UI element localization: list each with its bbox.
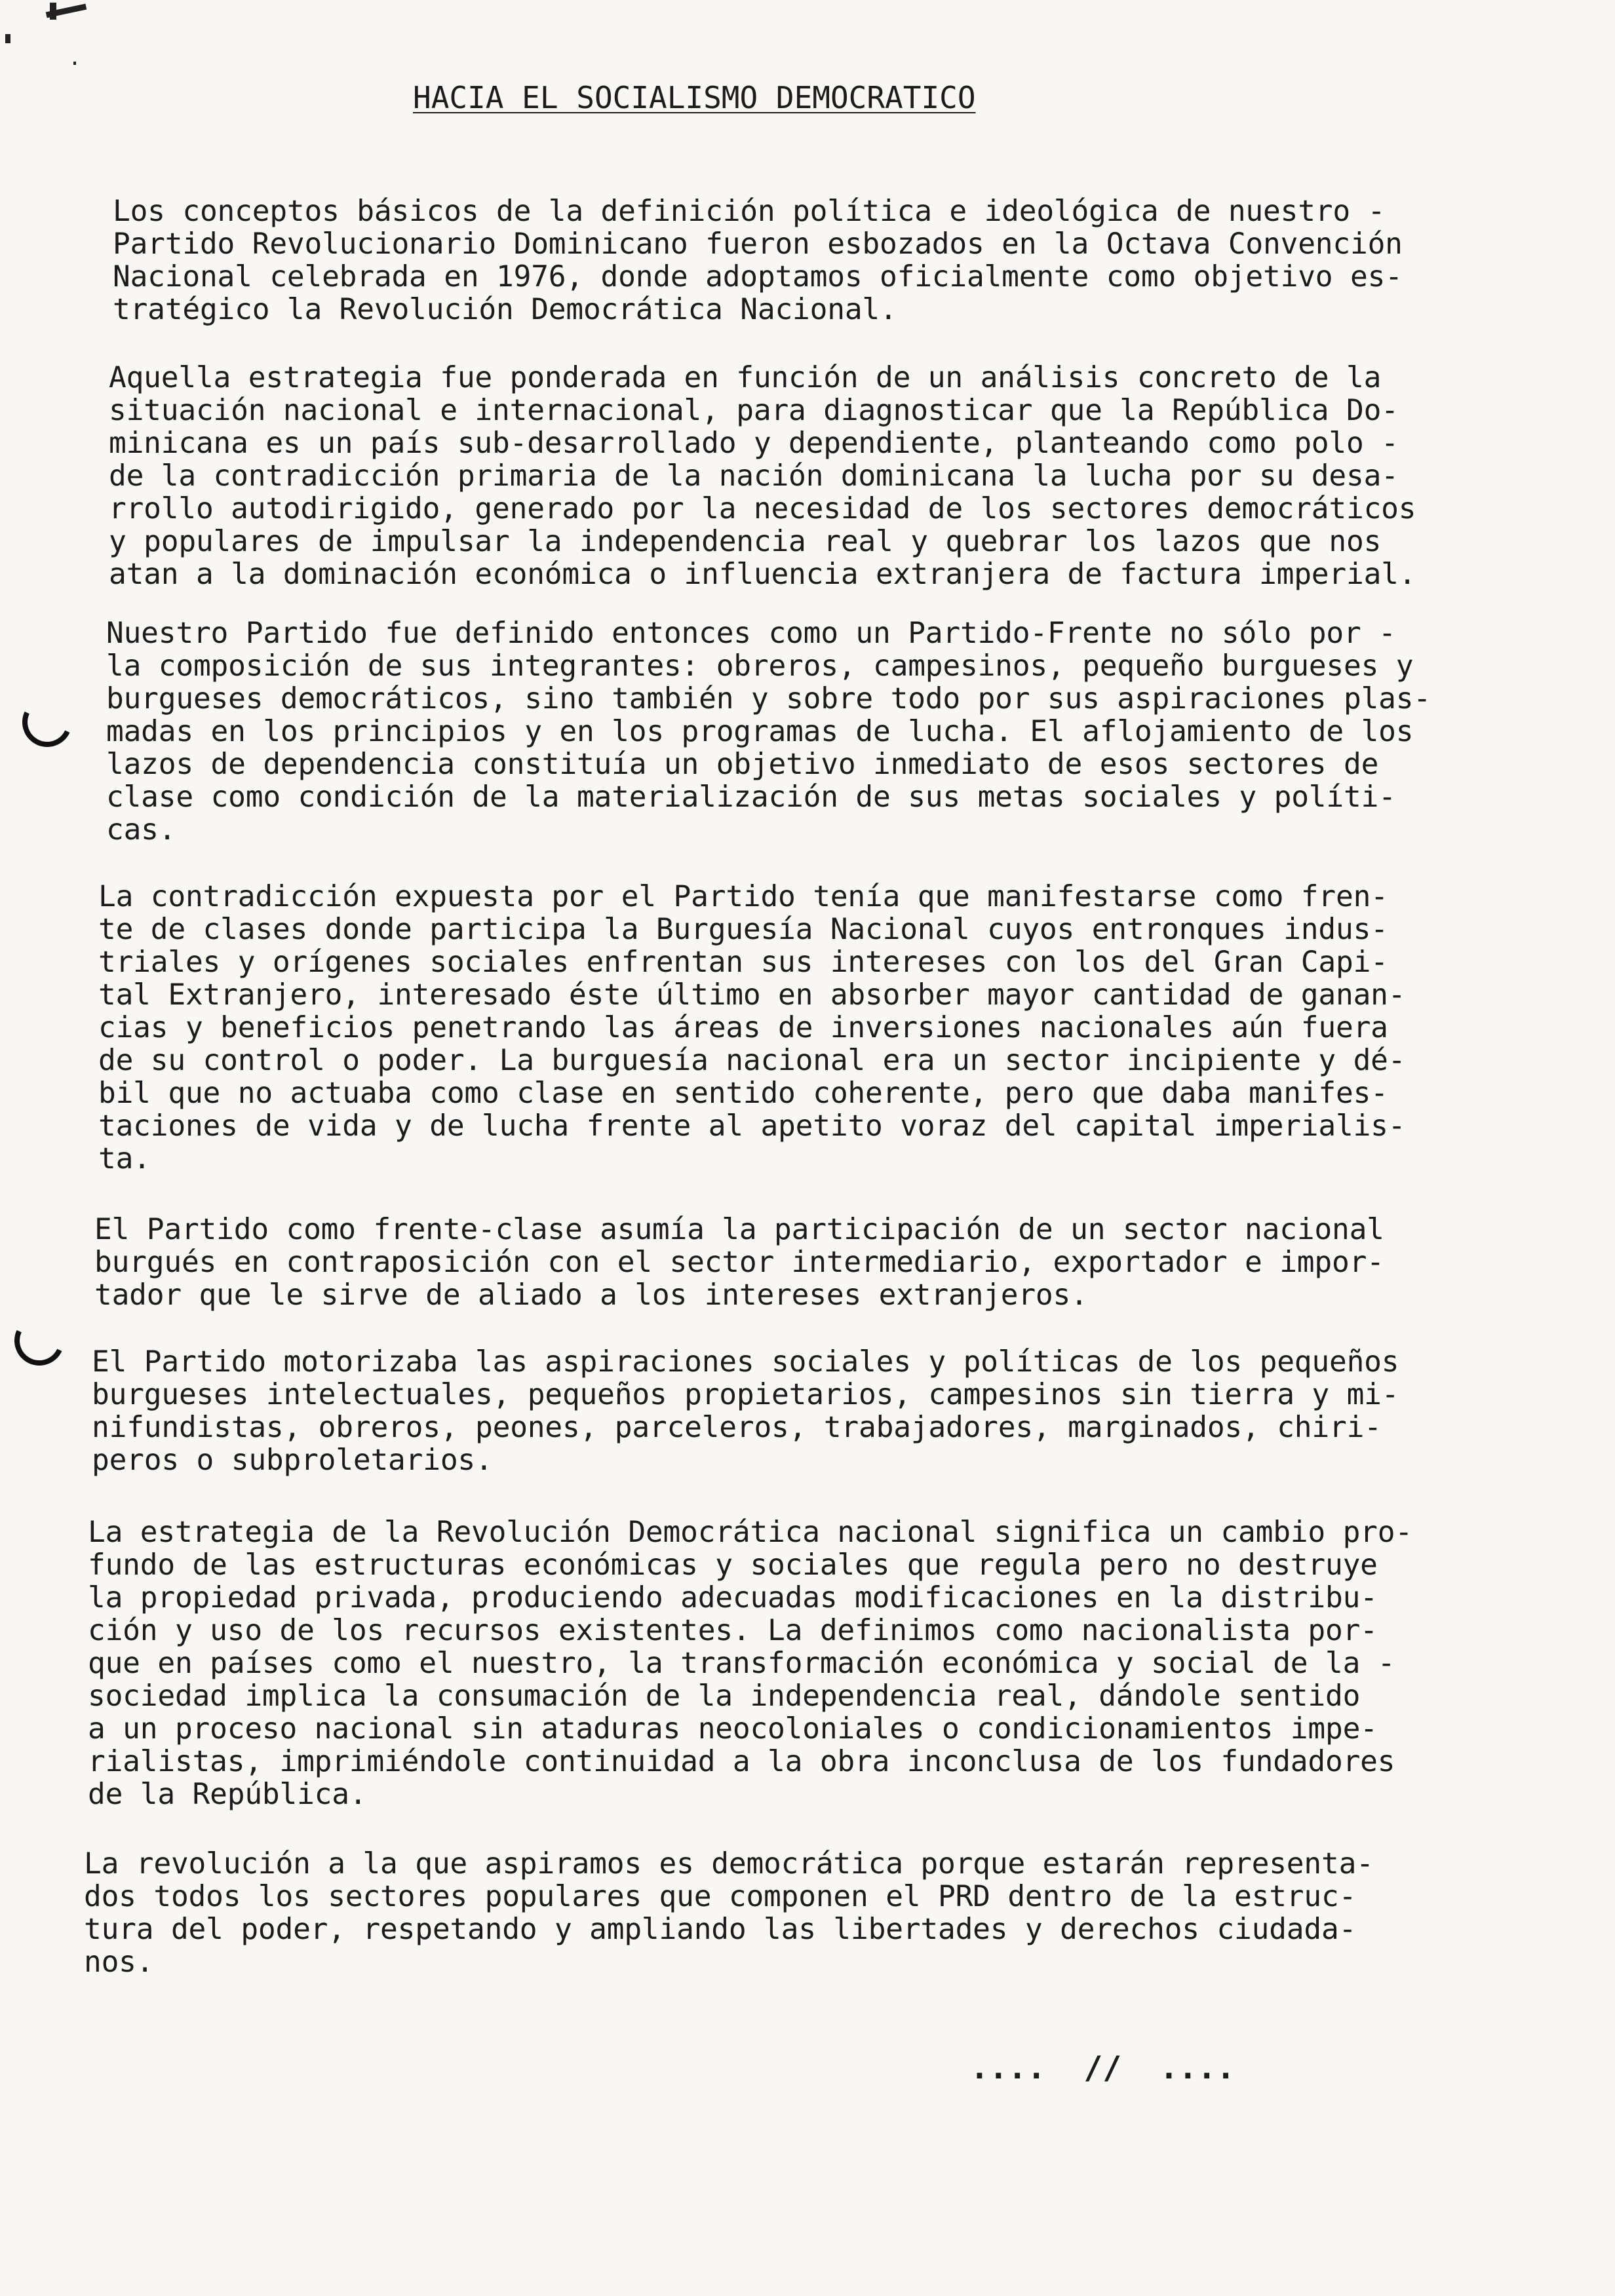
paragraph-line: te de clases donde participa la Burguesía Nacional cuyos entronques indus-	[98, 913, 1388, 946]
paragraph-line: taciones de vida y de lucha frente al apetito voraz del capital imperialis-	[98, 1109, 1406, 1143]
paragraph-line: a un proceso nacional sin ataduras neocoloniales o condicionamientos impe-	[88, 1712, 1378, 1746]
paragraph-line: La revolución a la que aspiramos es democrática porque estarán representa-	[84, 1847, 1374, 1881]
paragraph-line: burgués en contraposición con el sector intermediario, exportador e impor-	[94, 1246, 1384, 1279]
paragraph-line: Nuestro Partido fue definido entonces como un Partido-Frente no sólo por -	[106, 617, 1396, 650]
paragraph-line: fundo de las estructuras económicas y sociales que regula pero no destruye	[88, 1548, 1378, 1582]
paragraph-8	[84, 1848, 1565, 1979]
paragraph-line: Nacional celebrada en 1976, donde adoptamos oficialmente como objetivo es-	[113, 260, 1403, 294]
paragraph-line: burgueses intelectuales, pequeños propietarios, campesinos sin tierra y mi-	[92, 1378, 1399, 1411]
paragraph-line: de la contradicción primaria de la nación dominicana la lucha por su desa-	[109, 459, 1399, 493]
paragraph-line: ción y uso de los recursos existentes. La definimos como nacionalista por-	[88, 1614, 1378, 1647]
paragraph-line: El Partido motorizaba las aspiraciones sociales y políticas de los pequeños	[92, 1345, 1399, 1379]
paragraph-line: de su control o poder. La burguesía nacional era un sector incipiente y dé-	[98, 1044, 1406, 1077]
paragraph-line: La contradicción expuesta por el Partido tenía que manifestarse como fren-	[98, 880, 1388, 913]
paragraph-line: Aquella estrategia fue ponderada en función de un análisis concreto de la	[109, 361, 1382, 394]
paragraph-line: y populares de impulsar la independencia real y quebrar los lazos que nos	[109, 525, 1382, 558]
punch-hole-mark-lower	[7, 1309, 71, 1372]
paragraph-line: rialistas, imprimiéndole continuidad a la obra inconclusa de los fundadores	[88, 1745, 1395, 1778]
paragraph-line: la propiedad privada, produciendo adecuadas modificaciones en la distribu-	[88, 1581, 1378, 1615]
paragraph-line: nos.	[84, 1945, 154, 1979]
paragraph-2	[109, 362, 1590, 591]
paragraph-line: peros o subproletarios.	[92, 1444, 493, 1477]
paragraph-line: ta.	[98, 1142, 151, 1176]
paragraph-line: que en países como el nuestro, la transformación económica y social de la -	[88, 1647, 1395, 1680]
corner-ink-mark	[73, 62, 76, 65]
paragraph-line: la composición de sus integrantes: obreros, campesinos, pequeño burgueses y	[106, 649, 1414, 683]
paragraph-line: bil que no actuaba como clase en sentido coherente, pero que daba manifes-	[98, 1077, 1388, 1110]
paragraph-line: clase como condición de la materialización de sus metas sociales y políti-	[106, 780, 1396, 814]
paragraph-line: madas en los principios y en los programas de lucha. El aflojamiento de los	[106, 715, 1414, 748]
paragraph-line: Partido Revolucionario Dominicano fueron esbozados en la Octava Convención	[113, 227, 1403, 261]
paragraph-line: triales y orígenes sociales enfrentan sus intereses con los del Gran Capi-	[98, 946, 1388, 979]
paragraph-line: Los conceptos básicos de la definición política e ideológica de nuestro -	[113, 195, 1386, 228]
paragraph-line: atan a la dominación económica o influencia extranjera de factura imperial.	[109, 558, 1416, 591]
paragraph-line: tal Extranjero, interesado éste último en absorber mayor cantidad de ganan-	[98, 978, 1406, 1012]
continuation-mark: .... // ....	[970, 2050, 1236, 2086]
corner-ink-mark	[50, 3, 56, 20]
document-title: HACIA EL SOCIALISMO DEMOCRATICO	[413, 80, 976, 115]
paragraph-5	[94, 1214, 1576, 1312]
corner-ink-mark	[5, 34, 10, 43]
paragraph-line: cas.	[106, 813, 176, 847]
paragraph-line: de la República.	[88, 1778, 367, 1811]
paragraph-line: situación nacional e internacional, para diagnosticar que la República Do-	[109, 394, 1399, 427]
paragraph-line: tura del poder, respetando y ampliando las libertades y derechos ciudada-	[84, 1913, 1357, 1946]
paragraph-line: tador que le sirve de aliado a los intereses extranjeros.	[94, 1278, 1088, 1312]
paragraph-6	[92, 1346, 1573, 1477]
paragraph-7	[88, 1516, 1569, 1811]
paragraph-line: nifundistas, obreros, peones, parceleros, trabajadores, marginados, chiri-	[92, 1411, 1382, 1444]
paragraph-1	[113, 195, 1594, 326]
paragraph-4	[98, 881, 1580, 1176]
paragraph-line: burgueses democráticos, sino también y sobre todo por sus aspiraciones plas-	[106, 682, 1431, 716]
paragraph-line: minicana es un país sub-desarrollado y dependiente, planteando como polo -	[109, 427, 1399, 460]
punch-hole-mark-upper	[15, 690, 79, 754]
paragraph-3	[106, 617, 1587, 847]
paragraph-line: La estrategia de la Revolución Democrática nacional significa un cambio pro-	[88, 1516, 1412, 1549]
paragraph-line: dos todos los sectores populares que componen el PRD dentro de la estruc-	[84, 1880, 1357, 1913]
paragraph-line: El Partido como frente-clase asumía la participación de un sector nacional	[94, 1213, 1384, 1246]
paragraph-line: cias y beneficios penetrando las áreas de inversiones nacionales aún fuera	[98, 1011, 1388, 1044]
paragraph-line: tratégico la Revolución Democrática Nacional.	[113, 293, 897, 326]
paragraph-line: lazos de dependencia constituía un objetivo inmediato de esos sectores de	[106, 748, 1379, 781]
paragraph-line: sociedad implica la consumación de la independencia real, dándole sentido	[88, 1679, 1361, 1713]
paragraph-line: rrollo autodirigido, generado por la necesidad de los sectores democráticos	[109, 492, 1416, 526]
